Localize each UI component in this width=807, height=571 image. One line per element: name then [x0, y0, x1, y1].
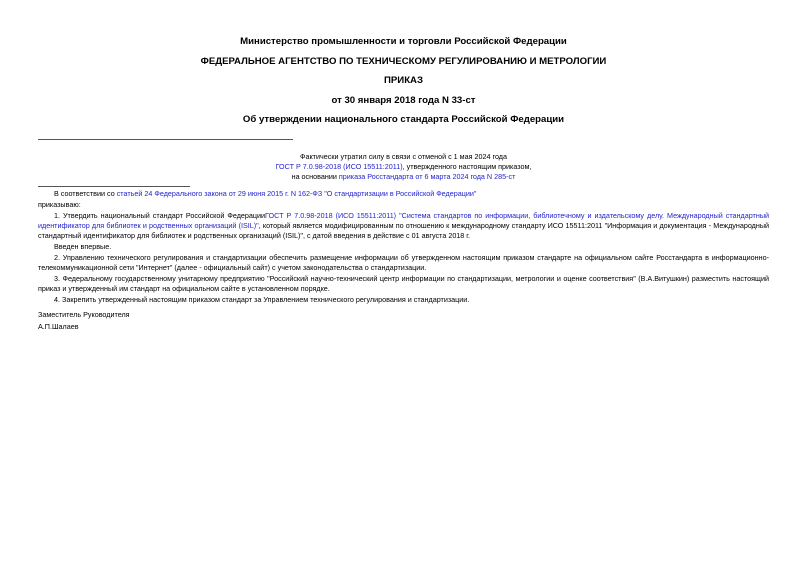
notice-line-1: Фактически утратил силу в связи с отменой с 1 мая 2024 года [300, 152, 507, 161]
agency-heading: ФЕДЕРАЛЬНОЕ АГЕНТСТВО ПО ТЕХНИЧЕСКОМУ РЕГУЛИРОВАНИЮ И МЕТРОЛОГИИ [200, 56, 607, 67]
document-subject: Об утверждении национального стандарта Российской Федерации [242, 114, 565, 125]
standard-link[interactable]: ГОСТ Р 7.0.98-2018 (ИСО 15511:2011) "Система стандартов по информации, библиотечному и издательскому делу. Международный стандартный идентификатор для библиотек и родственных организаций (ISIL)" [38, 211, 769, 230]
federal-law-link[interactable]: статьей 24 Федерального закона от 29 июня 2015 г. N 162-ФЗ "О стандартизации в Российской Федерации" [116, 189, 477, 198]
separator-rule-bottom [38, 186, 190, 187]
separator-rule-top [38, 139, 293, 140]
status-notice [0, 152, 807, 182]
ministry-heading: Министерство промышленности и торговли Российской Федерации [240, 36, 567, 47]
signatory-position: Заместитель Руководителя [38, 310, 130, 319]
preamble-text: В соответствии со [54, 189, 117, 198]
signatory-name: А.П.Шалаев [38, 322, 79, 331]
gost-link[interactable]: ГОСТ Р 7.0.98-2018 (ИСО 15511:2011) [275, 162, 403, 171]
document-body [38, 189, 769, 333]
introduced-note: Введен впервые. [54, 242, 112, 251]
orders-line: приказываю: [38, 200, 81, 209]
notice-line-2 [0, 162, 807, 172]
order-item-2: 2. Управлению технического регулирования и стандартизации обеспечить размещение информации об утвержденном настоящим приказом стандарте на официальном сайте Росстандарта в информационно-телекоммуникационной сети "Интернет" (далее - официальный сайт) с учетом законодательства о стандартизации. [38, 253, 769, 272]
order-item-1 [38, 211, 769, 241]
order-item-1-text: 1. Утвердить национальный стандарт Российской Федерации [54, 211, 266, 220]
notice-line-2-text: , утвержденного настоящим приказом, [402, 162, 532, 171]
document-date-number: от 30 января 2018 года N 33-ст [331, 95, 476, 106]
document-type: ПРИКАЗ [384, 75, 423, 86]
order-item-1-tail: , который является модифицированным по отношению к международному стандарту ИСО 15511:2011 "Информация и документация - Международный стандартный идентификатор для библиотек и родственных организаций (ISIL)", с датой введения в действие с 01 августа 2018 г. [38, 221, 769, 240]
notice-line-3-text: на основании [291, 172, 339, 181]
notice-line-3 [0, 172, 807, 182]
rosstandart-order-link[interactable]: приказа Росстандарта от 6 марта 2024 года N 285-ст [338, 172, 516, 181]
order-item-3: 3. Федеральному государственному унитарному предприятию "Российский научно-технический центр информации по стандартизации, метрологии и оценке соответствия" (В.А.Витушкин) разместить настоящий приказ и утвержденный им стандарт на официальном сайте в установленном порядке. [38, 274, 769, 293]
preamble [38, 189, 769, 199]
order-item-4: 4. Закрепить утвержденный настоящим приказом стандарт за Управлением технического регулирования и стандартизации. [54, 295, 470, 304]
